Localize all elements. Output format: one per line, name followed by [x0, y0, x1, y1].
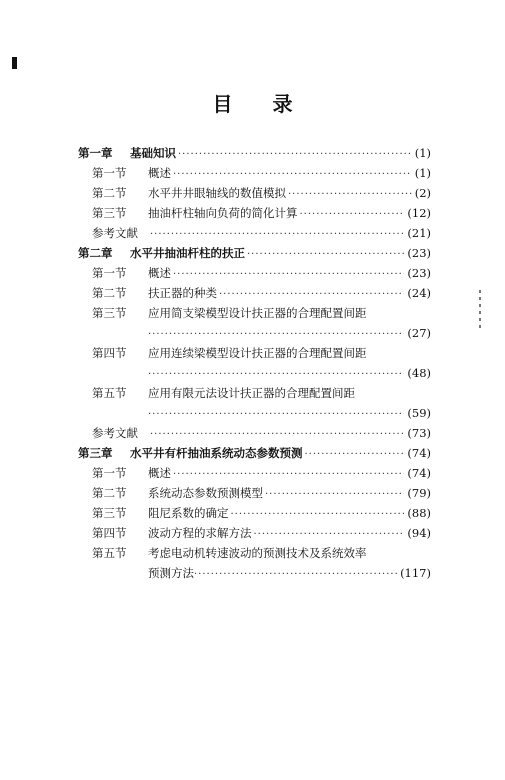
- chapter-label: 第三章: [78, 446, 113, 460]
- page-number: (1): [414, 146, 431, 160]
- section-title: 概述: [148, 266, 171, 280]
- toc-section[interactable]: [92, 306, 431, 320]
- section-label: 第一节: [92, 166, 127, 180]
- toc-section[interactable]: [92, 526, 431, 542]
- page-number: (23): [407, 266, 431, 280]
- chapter-title: 水平井抽油杆柱的扶正: [130, 246, 245, 260]
- page-number: (27): [407, 326, 431, 340]
- section-title: 概述: [148, 166, 171, 180]
- toc-references[interactable]: [92, 426, 431, 442]
- toc-section[interactable]: [92, 266, 431, 282]
- page-number: (79): [407, 486, 431, 500]
- toc-chapter-1[interactable]: [78, 146, 431, 162]
- leader-dots: [148, 328, 404, 342]
- leader-dots: [173, 468, 404, 482]
- toc-section[interactable]: [92, 506, 431, 522]
- title-char-2: 录: [272, 92, 293, 116]
- page-number: (2): [414, 186, 431, 200]
- page-number: (12): [407, 206, 431, 220]
- section-title: 考虑电动机转速波动的预测技术及系统效率: [148, 546, 367, 560]
- toc-continuation: [148, 326, 431, 342]
- section-title: 系统动态参数预测模型: [148, 486, 263, 500]
- section-label: 第五节: [92, 386, 127, 400]
- chapter-title: 水平井有杆抽油系统动态参数预测: [130, 446, 303, 460]
- toc-continuation: [148, 566, 431, 582]
- leader-dots: [150, 228, 404, 242]
- toc-continuation: [148, 366, 431, 382]
- leader-dots: [150, 428, 404, 442]
- toc-section[interactable]: [92, 206, 431, 222]
- leader-dots: [173, 268, 404, 282]
- section-title: 抽油杆柱轴向负荷的简化计算: [148, 206, 298, 220]
- toc-references[interactable]: [92, 226, 431, 242]
- section-label: 第三节: [92, 506, 127, 520]
- toc-section[interactable]: [92, 386, 431, 400]
- toc-section[interactable]: [92, 166, 431, 182]
- leader-dots: [265, 488, 404, 502]
- page-number: (88): [407, 506, 431, 520]
- leader-dots: [231, 508, 405, 522]
- section-label: 第四节: [92, 526, 127, 540]
- page-number: (73): [407, 426, 431, 440]
- section-label: 第二节: [92, 286, 127, 300]
- leader-dots: [148, 408, 404, 422]
- section-label: 第一节: [92, 266, 127, 280]
- section-title: 扶正器的种类: [148, 286, 217, 300]
- toc-section[interactable]: [92, 286, 431, 302]
- title-char-1: 目: [212, 92, 233, 116]
- section-label: 第四节: [92, 346, 127, 360]
- page-number: (1): [414, 166, 431, 180]
- page-number: (74): [407, 446, 431, 460]
- chapter-label: 第一章: [78, 146, 113, 160]
- section-title: 应用有限元法设计扶正器的合理配置间距: [148, 386, 355, 400]
- toc-section[interactable]: [92, 466, 431, 482]
- leader-dots: [305, 448, 405, 462]
- references-label: 参考文献: [92, 426, 138, 440]
- section-title: 概述: [148, 466, 171, 480]
- leader-dots: [219, 288, 404, 302]
- page-number: (48): [407, 366, 431, 380]
- toc-chapter-2[interactable]: [78, 246, 431, 262]
- page-number: (21): [407, 226, 431, 240]
- page-number: (23): [407, 246, 431, 260]
- section-title: 波动方程的求解方法: [148, 526, 252, 540]
- leader-dots: [300, 208, 405, 222]
- leader-dots: [247, 248, 404, 262]
- section-label: 第一节: [92, 466, 127, 480]
- toc-chapter-3[interactable]: [78, 446, 431, 462]
- section-title: 应用连续梁模型设计扶正器的合理配置间距: [148, 346, 367, 360]
- page-number: (59): [407, 406, 431, 420]
- toc-section[interactable]: [92, 346, 431, 360]
- section-label: 第二节: [92, 486, 127, 500]
- toc-continuation: [148, 406, 431, 422]
- page-number: (117): [400, 566, 431, 580]
- leader-dots: [148, 368, 404, 382]
- section-label: 第三节: [92, 206, 127, 220]
- chapter-label: 第二章: [78, 246, 113, 260]
- references-label: 参考文献: [92, 226, 138, 240]
- section-title: 水平井井眼轴线的数值模拟: [148, 186, 286, 200]
- leader-dots: [194, 568, 397, 582]
- leader-dots: [254, 528, 405, 542]
- toc-section[interactable]: [92, 186, 431, 202]
- leader-dots: [173, 168, 412, 182]
- page-number: (94): [407, 526, 431, 540]
- section-label: 第三节: [92, 306, 127, 320]
- chapter-title: 基础知识: [130, 146, 176, 160]
- toc-section[interactable]: [92, 486, 431, 502]
- leader-dots: [288, 188, 412, 202]
- section-label: 第五节: [92, 546, 127, 560]
- page-number: (24): [407, 286, 431, 300]
- leader-dots: [178, 148, 412, 162]
- section-title: 应用简支梁模型设计扶正器的合理配置间距: [148, 306, 367, 320]
- section-title-continued: 预测方法: [148, 566, 194, 580]
- page-number: (74): [407, 466, 431, 480]
- toc-section[interactable]: [92, 546, 431, 560]
- section-label: 第二节: [92, 186, 127, 200]
- section-title: 阻尼系数的确定: [148, 506, 229, 520]
